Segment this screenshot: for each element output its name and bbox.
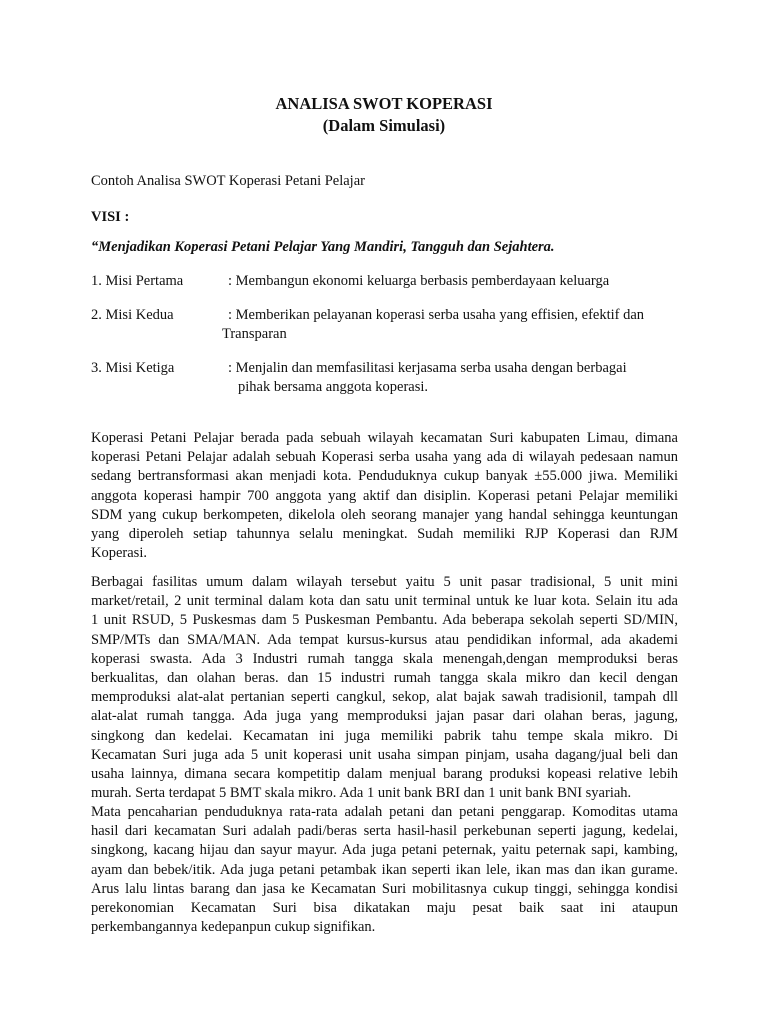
paragraph-line: Kecamatan Suri juga ada 5 unit koperasi unit usaha simpan pinjam, usaha dagang/jual beli dan bbox=[91, 746, 678, 763]
paragraph-line: memproduksi alat-alat pertanian seperti cangkul, sekop, alat bajak sawah tradisionil, tampah dll bbox=[91, 689, 678, 706]
paragraph-line: Koperasi. bbox=[91, 545, 147, 562]
document-title: ANALISA SWOT KOPERASI bbox=[275, 94, 493, 113]
paragraph-1 bbox=[91, 429, 678, 563]
paragraph-line: 1 unit RSUD, 5 Puskesmas dam 5 Puskesman Pembantu. Ada beberapa sekolah seperti SD/MIN, bbox=[91, 612, 678, 629]
misi-text: : Menjalin dan memfasilitasi kerjasama serba usaha dengan berbagai bbox=[228, 360, 627, 376]
misi-text: : Memberikan pelayanan koperasi serba usaha yang effisien, efektif dan bbox=[228, 307, 645, 323]
paragraph-line: koperasi swasta. Ada 3 Industri rumah tangga skala menengah,dengan memproduksi beras bbox=[91, 650, 678, 667]
paragraph-line: Arus lalu lintas barang dan jasa ke Kecamatan Suri mobilitasnya cukup tinggi, sehingga kondisi bbox=[91, 880, 678, 897]
paragraph-line: singkong, kacang hijau dan sayur mayur. Ada juga petani peternak, yaitu peternak sapi, kambing, bbox=[91, 842, 678, 859]
paragraph-line: SDM yang cukup berkompeten, dikelola oleh seorang manajer yang handal sehingga keuntungan bbox=[91, 506, 678, 523]
paragraph-line: perkembangannya kedepanpun cukup signifikan. bbox=[91, 919, 376, 936]
misi-label: 1. Misi Pertama bbox=[91, 273, 184, 289]
misi-label: 2. Misi Kedua bbox=[91, 307, 174, 323]
paragraph-line: Mata pencaharian penduduknya rata-rata adalah petani dan petani penggarap. Komoditas utama bbox=[91, 804, 678, 820]
paragraph-line: ayam dan bebek/itik. Ada juga petani petambak ikan seperti ikan lele, ikan mas dan ikan gurame. bbox=[91, 861, 678, 878]
visi-statement: “Menjadikan Koperasi Petani Pelajar Yang Mandiri, Tangguh dan Sejahtera. bbox=[91, 239, 555, 255]
paragraph-line: SMP/MTs dan SMA/MAN. Ada tempat kursus-kursus atau pendidikan informal, ada akademi bbox=[91, 631, 678, 648]
visi-heading: VISI : bbox=[91, 209, 130, 225]
paragraph-line: perekonomian Kecamatan Suri bisa dikatakan maju pesat baik saat ini ataupun bbox=[91, 899, 678, 916]
paragraph-3 bbox=[91, 803, 678, 937]
intro-line: Contoh Analisa SWOT Koperasi Petani Pelajar bbox=[91, 173, 365, 189]
paragraph-line: alat-alat rumah tangga. Ada juga yang memproduksi jajan pasar dari olahan beras, jagung, bbox=[91, 708, 678, 725]
paragraph-line: market/retail, 2 unit terminal dalam kota dan satu unit terminal untuk ke luar kota. Selain itu ada bbox=[91, 593, 678, 610]
misi-text-continued: pihak bersama anggota koperasi. bbox=[238, 379, 429, 395]
paragraph-line: Koperasi Petani Pelajar berada pada sebuah wilayah kecamatan Suri kabupaten Limau, dimana bbox=[91, 430, 678, 446]
misi-text-continued: Transparan bbox=[222, 326, 287, 342]
paragraph-line: murah. Serta terdapat 5 BMT skala mikro. Ada 1 unit bank BRI dan 1 unit bank BNI syariah. bbox=[91, 785, 632, 802]
paragraph-line: koperasi Petani Pelajar adalah sebuah Koperasi serba usaha yang ada di wilayah pedesaan namun bbox=[91, 449, 678, 466]
paragraph-line: Berbagai fasilitas umum dalam wilayah tersebut yaitu 5 unit pasar tradisional, 5 unit mini bbox=[91, 574, 678, 590]
paragraph-line: singkong dan kedelai. Kecamatan ini juga memiliki pabrik tahu tempe skala mikro. Di bbox=[91, 727, 678, 744]
paragraph-line: yang diperoleh setiap tahunnya selalu meningkat. Sudah memiliki RJP Koperasi dan RJM bbox=[91, 525, 678, 542]
paragraph-2 bbox=[91, 573, 678, 803]
paragraph-line: usaha lainnya, dimana secara kompetitip dalam menjual barang produksi kopeasi relative lebih bbox=[91, 765, 678, 782]
paragraph-line: anggota koperasi hampir 700 anggota yang aktif dan disiplin. Koperasi petani Pelajar memiliki bbox=[91, 487, 678, 504]
misi-label: 3. Misi Ketiga bbox=[91, 360, 175, 376]
paragraph-line: hasil dari kecamatan Suri adalah padi/beras serta hasil-hasil perkebunan seperti jagung, kedelai, bbox=[91, 823, 678, 840]
document-subtitle: (Dalam Simulasi) bbox=[322, 116, 446, 135]
paragraph-line: sedang bertransformasi akan menjadi kota. Penduduknya cukup banyak ±55.000 jiwa. Memiliki bbox=[91, 468, 678, 485]
misi-text: : Membangun ekonomi keluarga berbasis pemberdayaan keluarga bbox=[228, 273, 610, 289]
paragraph-line: berkualitas, dan olahan beras. dan 15 industri rumah tangga skala mikro dan kecil dengan bbox=[91, 669, 678, 686]
